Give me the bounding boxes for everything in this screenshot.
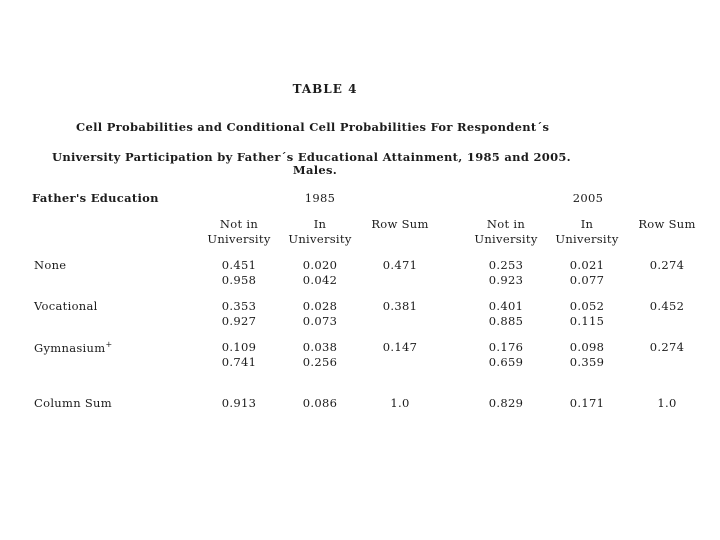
cell	[489, 340, 523, 370]
cell	[570, 258, 604, 288]
row-label-superscript: +	[105, 340, 113, 349]
year-header-2005: 2005	[572, 191, 604, 205]
col-header-line: University	[288, 232, 352, 246]
col-header-row-sum-2005: Row Sum	[638, 217, 696, 231]
cell-value: 0.028	[302, 299, 338, 313]
cell: 0.274	[649, 340, 685, 354]
cell-value: 0.020	[302, 258, 338, 272]
col-header-not-in-1985	[207, 217, 270, 247]
cell-value: 0.042	[302, 273, 338, 287]
cell	[570, 299, 604, 329]
cell-value: 0.256	[302, 355, 338, 369]
caption-line-3: Males.	[292, 163, 338, 177]
cell: 0.381	[382, 299, 418, 313]
row-label-column-sum: Column Sum	[34, 396, 112, 410]
col-header-line: University	[207, 232, 271, 246]
cell: 1.0	[390, 396, 410, 410]
cell	[303, 299, 337, 329]
col-header-line: In	[580, 217, 594, 231]
cell: 0.452	[649, 299, 685, 313]
cell: 0.829	[488, 396, 524, 410]
col-header-row-sum-1985: Row Sum	[371, 217, 429, 231]
cell-value: 0.052	[569, 299, 605, 313]
cell-value: 0.958	[221, 273, 257, 287]
col-header-not-in-2005	[474, 217, 537, 247]
cell-value: 0.253	[488, 258, 524, 272]
caption-line-2: University Participation by Father´s Educational Attainment, 1985 and 2005.	[52, 150, 571, 164]
row-label-gymnasium	[34, 340, 112, 355]
cell	[303, 340, 337, 370]
cell-value: 0.098	[569, 340, 605, 354]
row-label-vocational: Vocational	[34, 299, 98, 313]
cell	[222, 258, 256, 288]
col-header-line: Not in	[219, 217, 259, 231]
col-header-in-1985	[288, 217, 351, 247]
cell	[489, 299, 523, 329]
cell-value: 0.109	[221, 340, 257, 354]
cell: 0.274	[649, 258, 685, 272]
col-header-line: University	[555, 232, 619, 246]
cell: 0.913	[221, 396, 257, 410]
cell-value: 0.176	[488, 340, 524, 354]
cell	[303, 258, 337, 288]
cell-value: 0.073	[302, 314, 338, 328]
caption-line-1: Cell Probabilities and Conditional Cell Probabilities For Respondent´s	[76, 120, 550, 134]
cell-value: 0.359	[569, 355, 605, 369]
cell-value: 0.115	[569, 314, 605, 328]
cell-value: 0.885	[488, 314, 524, 328]
cell-value: 0.353	[221, 299, 257, 313]
cell-value: 0.927	[221, 314, 257, 328]
cell-value: 0.401	[488, 299, 524, 313]
cell-value: 0.659	[488, 355, 524, 369]
col-header-line: University	[474, 232, 538, 246]
cell: 0.147	[382, 340, 418, 354]
table-label: TABLE 4	[292, 82, 358, 96]
cell	[222, 299, 256, 329]
year-header-1985: 1985	[304, 191, 336, 205]
cell-value: 0.451	[221, 258, 257, 272]
cell: 0.171	[569, 396, 605, 410]
cell-value: 0.923	[488, 273, 524, 287]
cell-value: 0.077	[569, 273, 605, 287]
cell	[222, 340, 256, 370]
row-header: Father's Education	[32, 191, 159, 205]
cell-value: 0.038	[302, 340, 338, 354]
col-header-line: In	[313, 217, 327, 231]
cell: 0.471	[382, 258, 418, 272]
cell: 1.0	[657, 396, 677, 410]
row-label-text: Gymnasium	[34, 340, 106, 355]
cell: 0.086	[302, 396, 338, 410]
col-header-line: Not in	[486, 217, 526, 231]
row-label-none: None	[34, 258, 67, 272]
cell	[489, 258, 523, 288]
cell	[570, 340, 604, 370]
col-header-in-2005	[555, 217, 618, 247]
cell-value: 0.741	[221, 355, 257, 369]
cell-value: 0.021	[569, 258, 605, 272]
